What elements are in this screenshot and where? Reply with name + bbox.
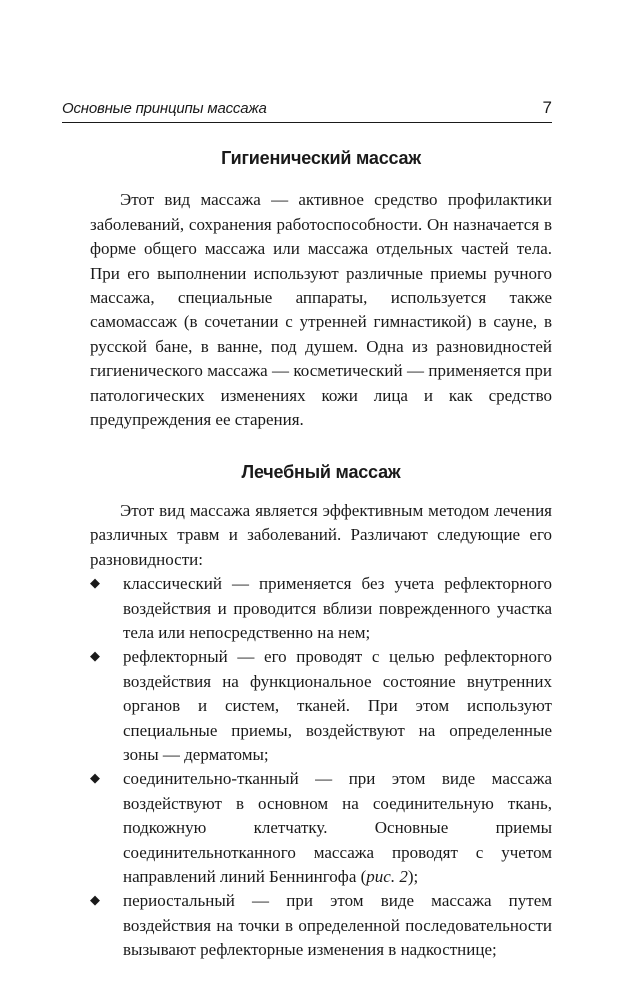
list-item-classic — [90, 572, 552, 645]
list-item-connective-tissue — [90, 767, 552, 889]
section-heading-hygienic: Гигиенический массаж — [221, 148, 421, 168]
list-item-text: рефлекторный — его проводят с целью рефлекторного воздействия на функциональное состояние внутренних органов и систем, тканей. При этом используют специальные приемы, воздействуют на определенные зоны — дерматомы; — [123, 647, 552, 764]
list-item-text: классический — применяется без учета рефлекторного воздействия и проводится вблизи поврежденного участка тела или непосредственно на нем; — [123, 574, 552, 642]
diamond-bullet-icon: ◆ — [90, 771, 100, 787]
list-item-periosteal — [90, 889, 552, 962]
diamond-bullet-icon: ◆ — [90, 649, 100, 665]
section-heading-therapeutic: Лечебный массаж — [241, 462, 401, 483]
diamond-bullet-icon: ◆ — [90, 893, 100, 909]
running-header — [62, 98, 552, 123]
diamond-bullet-icon: ◆ — [90, 576, 100, 592]
page-body — [90, 140, 552, 963]
massage-types-list — [90, 572, 552, 963]
list-item-text-main: соединительно-тканный — при этом виде массажа воздействуют в основном на соединительную ткань, подкожную клетчатку. Основные приемы соединительнотканного массажа проводят с учетом направлений линий Беннингофа ( — [123, 769, 552, 886]
page-number: 7 — [542, 98, 552, 117]
paragraph-therapeutic-intro: Этот вид массажа является эффективным методом лечения различных травм и заболеваний. Различают следующие его разновидности: — [90, 500, 552, 569]
list-item-text — [123, 769, 552, 886]
list-item-reflex — [90, 645, 552, 767]
list-item-text-end: ); — [407, 866, 419, 886]
running-header-title: Основные принципы массажа — [62, 100, 267, 117]
figure-reference: рис. 2 — [366, 866, 408, 886]
paragraph-hygienic: Этот вид массажа — активное средство профилактики заболеваний, сохранения работоспособности. Он назначается в форме общего массажа или массажа отдельных частей тела. При его выполнении используют различные приемы ручного массажа, специальные аппараты, используется также самомассаж (в сочетании с утренней гимнастикой) в сауне, в русской бане, в ванне, под душем. Одна из разновидностей гигиенического массажа — косметический — применяется при патологических изменениях кожи лица и как средство предупреждения ее старения. — [90, 190, 552, 430]
list-item-text: периостальный — при этом виде массажа путем воздействия на точки в определенной последовательности вызывают рефлекторные изменения в надкостнице; — [123, 891, 552, 960]
